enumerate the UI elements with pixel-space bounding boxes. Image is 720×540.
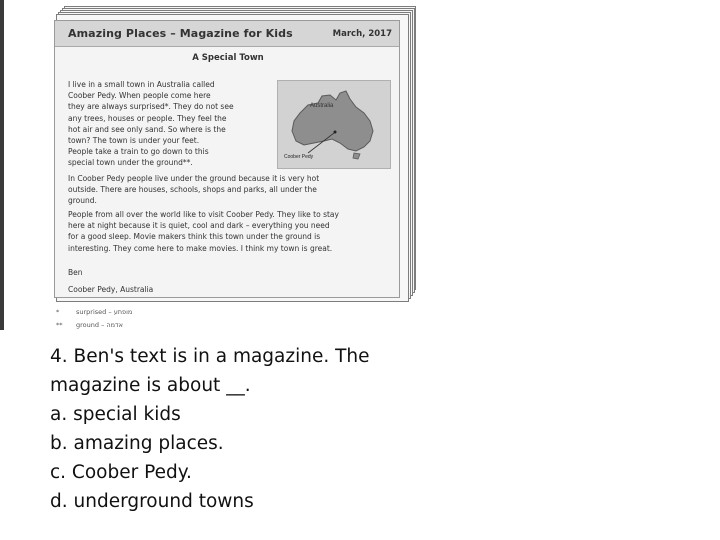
- text-line: People take a train to go down to this: [68, 147, 209, 157]
- text-line: People from all over the world like to visit Coober Pedy. They like to stay: [68, 210, 339, 219]
- australia-map: [277, 80, 391, 169]
- footnote-mark: **: [56, 321, 63, 329]
- question-block: [50, 342, 450, 516]
- footnotes: [56, 308, 256, 334]
- magazine-header: [55, 21, 399, 47]
- text-line: interesting. They come here to make movies. I think my town is great.: [68, 243, 333, 253]
- article-title: A Special Town: [192, 53, 264, 63]
- footnote: [56, 308, 256, 321]
- answer-option-c[interactable]: c. Coober Pedy.: [50, 462, 192, 483]
- magazine-title: Amazing Places – Magazine for Kids: [68, 27, 293, 40]
- article-paragraph-1: [68, 79, 273, 169]
- answer-option-d[interactable]: d. underground towns: [50, 491, 254, 512]
- footnote-text: surprised – מופתע: [76, 308, 133, 316]
- text-line: outside. There are houses, schools, shops and parks, all under the: [68, 185, 317, 195]
- article-paragraph-2: [68, 173, 393, 207]
- text-line: hot air and see only sand. So where is the: [68, 124, 226, 134]
- signature-name: Ben: [68, 268, 83, 277]
- text-line: Coober Pedy. When people come here: [68, 91, 211, 101]
- answer-option-b[interactable]: b. amazing places.: [50, 433, 224, 454]
- map-town-label: Coober Pedy: [284, 154, 314, 160]
- text-line: here at night because it is quiet, cool and dark – everything you need: [68, 221, 330, 231]
- text-line: they are always surprised*. They do not see: [68, 102, 234, 112]
- signature-place: Coober Pedy, Australia: [68, 285, 154, 295]
- footnote-mark: *: [56, 308, 60, 316]
- text-line: any trees, houses or people. They feel the: [68, 113, 227, 123]
- left-edge-bar: [0, 0, 4, 330]
- magazine-date: March, 2017: [332, 29, 392, 39]
- text-line: ground.: [68, 196, 97, 206]
- question-line: magazine is about __.: [50, 375, 251, 396]
- text-line: In Coober Pedy people live under the ground because it is very hot: [68, 174, 320, 183]
- magazine-page: [54, 20, 400, 298]
- footnote: [56, 321, 256, 334]
- question-line: 4. Ben's text is in a magazine. The: [50, 346, 370, 367]
- answer-option-a[interactable]: a. special kids: [50, 404, 181, 425]
- article-paragraph-3: [68, 209, 398, 254]
- text-line: special town under the ground**.: [68, 158, 193, 168]
- footnote-text: ground – אדמה: [76, 321, 123, 329]
- article-signature: [68, 267, 268, 295]
- map-country-label: Australia: [310, 103, 334, 109]
- text-line: for a good sleep. Movie makers think this town under the ground is: [68, 232, 321, 242]
- text-line: town? The town is under your feet.: [68, 136, 200, 146]
- text-line: I live in a small town in Australia called: [68, 80, 215, 89]
